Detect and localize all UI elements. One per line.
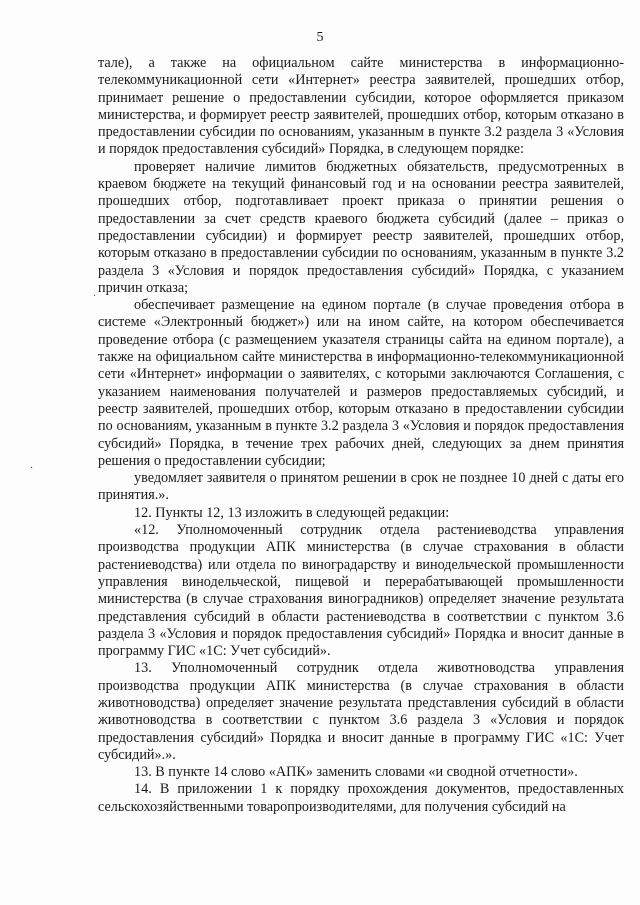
paragraph-item-14: 14. В приложении 1 к порядку прохождения документов, предоставленных сельскохозяйственными товаропроизводителями, для получения субсидий на	[98, 781, 624, 815]
paragraph-publication: обеспечивает размещение на едином портале (в случае проведения отбора в системе «Электронный бюджет») или на ином сайте, на котором обеспечивается проведение отбора (с размещением указателя страницы сайта на едином портале), а также на официальном сайте министерства в информационно-телекоммуникационной сети «Интернет» информации о заявителях, с которыми заключаются Соглашения, с указанием наименования получателей и размеров предоставляемых субсидий, и реестр заявителей, прошедших отбор, которым отказано в предоставлении субсидии по основаниям, указанным в пункте 3.2 раздела 3 «Условия и порядок предоставления субсидий» Порядка, в течение трех рабочих дней, следующих за днем принятия решения о предоставлении субсидии;	[98, 297, 624, 469]
document-body	[98, 55, 624, 816]
margin-mark: ·	[30, 463, 34, 474]
margin-mark: ·	[93, 291, 97, 302]
paragraph-clause-13: 13. Уполномоченный сотрудник отдела животноводства управления производства продукции АПК министерства (в случае страхования в области животноводства) определяет значение результата представления субсидий в области животноводства в соответствии с пунктом 3.6 раздела 3 «Условия и порядок предоставления субсидий» Порядка и вносит данные в программу ГИС «1С: Учет субсидий».».	[98, 660, 624, 763]
paragraph-item-13: 13. В пункте 14 слово «АПК» заменить словами «и сводной отчетности».	[134, 764, 578, 781]
paragraph-check-limits: проверяет наличие лимитов бюджетных обязательств, предусмотренных в краевом бюджете на текущий финансовый год и на основании реестра заявителей, прошедших отбор, подготавливает проект приказа о принятии решения о предоставлении за счет средств краевого бюджета субсидий (далее – приказ о предоставлении субсидии) и формирует реестр заявителей, прошедших отбор, которым отказано в предоставлении субсидии по основаниям, указанным в пункте 3.2 раздела 3 «Условия и порядок предоставления субсидий» Порядка, с указанием причин отказа;	[98, 158, 624, 296]
paragraph-notify: уведомляет заявителя о принятом решении в срок не позднее 10 дней с даты его принятия.».	[98, 470, 624, 504]
paragraph-continuation: тале), а также на официальном сайте министерства в информационно-телекоммуникационной сети «Интернет» реестра заявителей, прошедших отбор, принимает решение о предоставлении субсидии, которое оформляется приказом министерства, и формирует реестр заявителей, прошедших отбор, которым отказано в предоставлении субсидии по основаниям, указанным в пункте 3.2 раздела 3 «Условия и порядок предоставления субсидий» Порядка, в следующем порядке:	[98, 55, 624, 158]
paragraph-item-12: 12. Пункты 12, 13 изложить в следующей редакции:	[134, 504, 450, 521]
page-number: 5	[316, 30, 324, 45]
paragraph-clause-12: «12. Уполномоченный сотрудник отдела растениеводства управления производства продукции АПК министерства (в случае страхования в области растениеводства) или отдела по виноградарству и винодельческой промышленности управления винодельческой, пищевой и перерабатывающей промышленности министерства (в случае страхования виноградников) определяет значение результата представления субсидий в области растениеводства в соответствии с пунктом 3.6 раздела 3 «Условия и порядок предоставления субсидий» Порядка и вносит данные в программу ГИС «1С: Учет субсидий».	[98, 522, 624, 660]
